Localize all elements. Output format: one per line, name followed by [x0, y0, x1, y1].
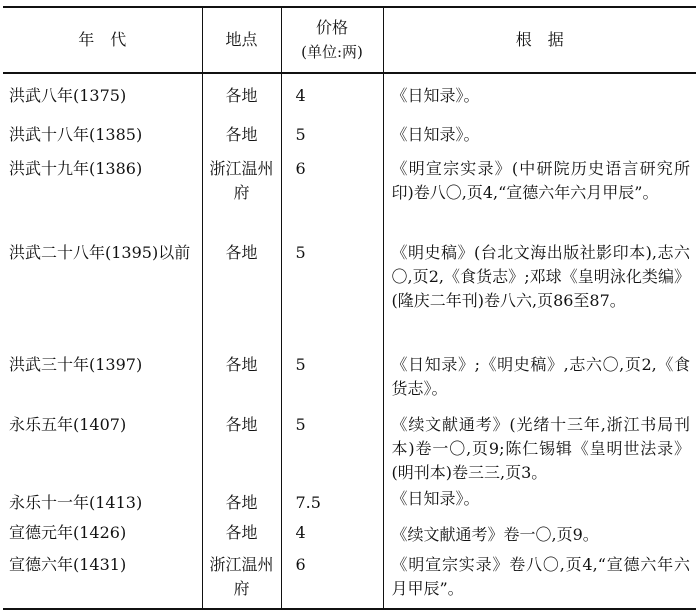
era-cell: 洪武十九年(1386): [9, 159, 143, 178]
header-source: 根 据: [383, 7, 696, 73]
place-cell: 各地: [202, 113, 281, 147]
table-row: [3, 403, 696, 487]
source-cell: 《明宣宗实录》(中研院历史语言研究所印)卷八〇,页4,“宣德六年六月甲辰”。: [383, 147, 696, 231]
price-cell: 7.5: [281, 487, 383, 517]
table-header-row: [3, 7, 696, 73]
header-price: [281, 7, 383, 73]
era-cell: 洪武十八年(1385): [9, 125, 143, 144]
place-cell: 各地: [202, 403, 281, 487]
price-cell: 4: [281, 517, 383, 549]
price-cell: 5: [281, 343, 383, 403]
place-cell: 各地: [202, 73, 281, 113]
table-row: [3, 517, 696, 549]
table-row: [3, 113, 696, 147]
price-cell: 5: [281, 403, 383, 487]
table-row: [3, 343, 696, 403]
source-cell: 《日知录》。: [383, 487, 696, 517]
source-cell: 《日知录》。: [383, 113, 696, 147]
table-row: [3, 147, 696, 231]
source-cell: 《续文献通考》卷一〇,页9。: [383, 517, 696, 549]
header-price-label: 价格: [315, 18, 348, 37]
price-cell: 6: [281, 147, 383, 231]
place-cell: 各地: [202, 343, 281, 403]
source-cell: 《明史稿》(台北文海出版社影印本),志六〇,页2,《食货志》;邓球《皇明泳化类编》(隆庆二年刊)卷八六,页86至87。: [383, 231, 696, 343]
place-cell: 各地: [202, 231, 281, 343]
price-cell: 4: [281, 73, 383, 113]
place-cell: 各地: [202, 487, 281, 517]
era-cell: 宣德元年(1426): [9, 523, 127, 542]
era-cell: 洪武三十年(1397): [9, 355, 143, 374]
table-row: [3, 487, 696, 517]
place-cell: 各地: [202, 517, 281, 549]
header-place: 地点: [202, 7, 281, 73]
price-table: [3, 6, 696, 610]
table-row: [3, 231, 696, 343]
header-era: 年 代: [3, 7, 202, 73]
era-cell: 洪武二十八年(1395)以前: [9, 243, 191, 262]
era-cell: 永乐五年(1407): [9, 415, 127, 434]
source-cell: 《续文献通考》(光绪十三年,浙江书局刊本)卷一〇,页9;陈仁锡辑《皇明世法录》(明刊本)卷三三,页3。: [383, 403, 696, 487]
price-cell: 5: [281, 231, 383, 343]
header-price-unit: (单位:两): [301, 43, 363, 61]
table-row: [3, 549, 696, 609]
era-cell: 洪武八年(1375): [9, 86, 127, 105]
source-cell: 《日知录》。: [383, 73, 696, 113]
place-cell: 浙江温州府: [202, 549, 281, 609]
price-cell: 5: [281, 113, 383, 147]
era-cell: 宣德六年(1431): [3, 549, 202, 609]
source-cell: 《明宣宗实录》卷八〇,页4,“宣德六年六月甲辰”。: [383, 549, 696, 609]
table-row: [3, 73, 696, 113]
source-cell: 《日知录》;《明史稿》,志六〇,页2,《食货志》。: [383, 343, 696, 403]
price-cell: 6: [281, 549, 383, 609]
place-cell: 浙江温州府: [202, 147, 281, 231]
era-cell: 永乐十一年(1413): [9, 493, 143, 512]
